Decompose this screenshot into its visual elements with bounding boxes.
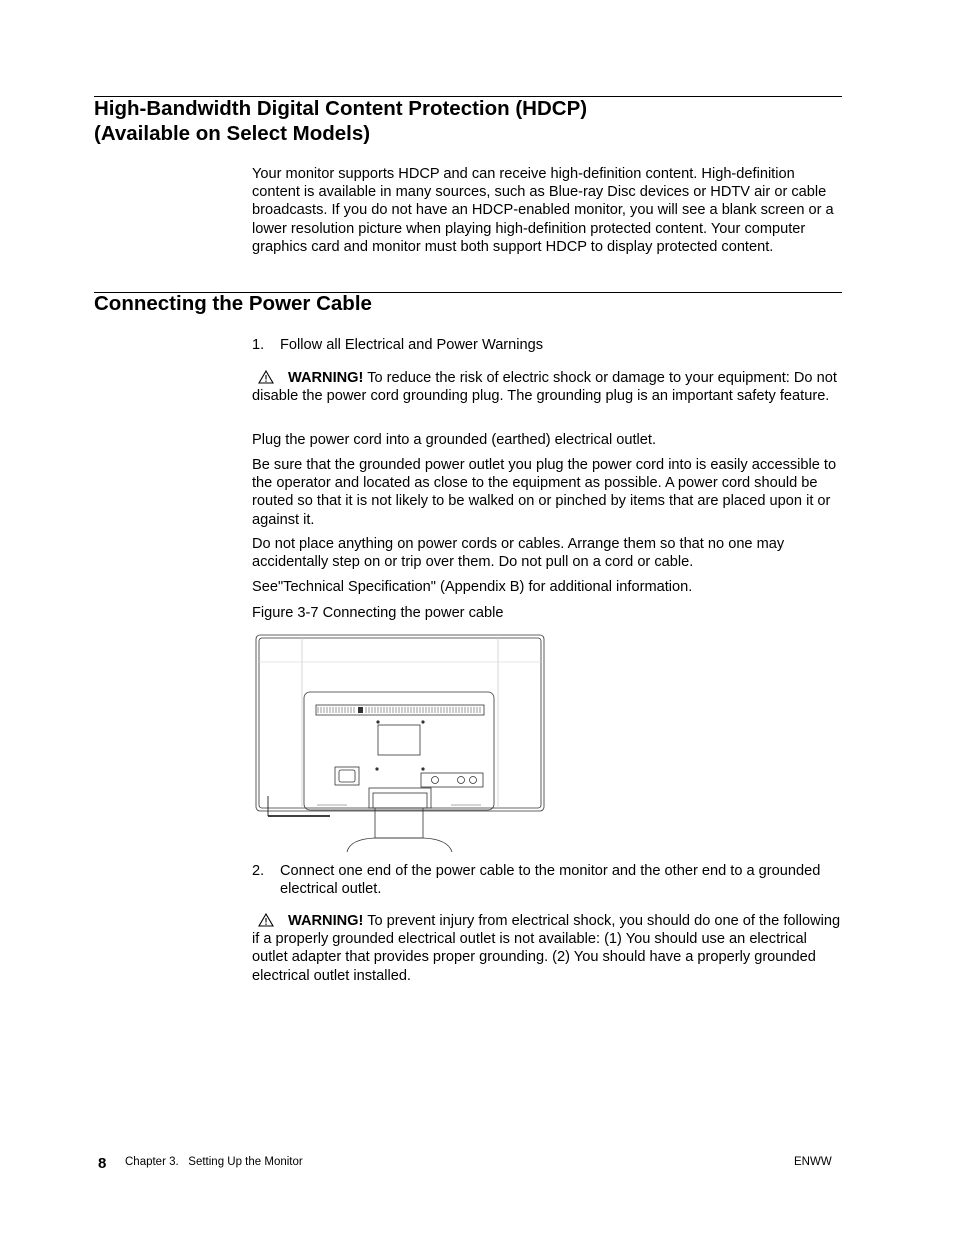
footer-chapter: Chapter 3. Setting Up the Monitor bbox=[125, 1156, 303, 1168]
paragraph-cords: Do not place anything on power cords or cables. Arrange them so that no one may accidentally step on or trip over them. Do not pull on a cord or cable. bbox=[252, 536, 785, 571]
heading-hdcp-line2: (Available on Select Models) bbox=[94, 122, 371, 145]
warning-triangle-icon bbox=[258, 913, 274, 927]
footer-enww: ENWW bbox=[794, 1156, 832, 1168]
warning-1 bbox=[252, 369, 842, 405]
step-2 bbox=[252, 862, 842, 898]
warning-triangle-icon bbox=[258, 370, 274, 384]
heading-hdcp-line1: High-Bandwidth Digital Content Protection (HDCP) bbox=[94, 97, 588, 120]
warning-2 bbox=[252, 912, 842, 985]
paragraph-see-spec: See"Technical Specification" (Appendix B) for additional information. bbox=[252, 579, 693, 595]
warning-2-label: WARNING! bbox=[288, 913, 364, 929]
figure-caption: Figure 3-7 Connecting the power cable bbox=[252, 605, 504, 621]
warning-1-label: WARNING! bbox=[288, 370, 364, 386]
hdcp-paragraph: Your monitor supports HDCP and can receive high-definition content. High-definition content is available in many sources, such as Blue-ray Disc devices or HDTV air or cable broadcasts. If you do not have an HDCP-enabled monitor, you will see a blank screen or a lower resolution picture when playing high-definition protected content. Your computer graphics card and monitor must both support HDCP to display protected content. bbox=[252, 166, 834, 255]
step-2-number: 2. bbox=[252, 863, 265, 879]
warning-2-text: To prevent injury from electrical shock, you should do one of the following if a properly grounded electrical outlet is not available: (1) You should use an electrical outlet adapter that provides proper grounding. (2) You should have a properly grounded electrical outlet installed. bbox=[252, 913, 841, 984]
step-2-text: Connect one end of the power cable to the monitor and the other end to a grounded electrical outlet. bbox=[280, 863, 821, 898]
heading-power-cable: Connecting the Power Cable bbox=[94, 292, 372, 315]
paragraph-plug: Plug the power cord into a grounded (earthed) electrical outlet. bbox=[252, 432, 657, 448]
paragraph-accessible: Be sure that the grounded power outlet you plug the power cord into is easily accessible to the operator and located as close to the equipment as possible. A power cord should be routed so that it is not likely to be walked on or pinched by items that are placed upon it or against it. bbox=[252, 457, 837, 528]
step-1-number: 1. bbox=[252, 337, 265, 353]
warning-1-text: To reduce the risk of electric shock or damage to your equipment: Do not disable the power cord grounding plug. The grounding plug is an important safety feature. bbox=[252, 370, 837, 405]
heading-hdcp bbox=[94, 96, 587, 146]
step-1-text: Follow all Electrical and Power Warnings bbox=[280, 337, 544, 353]
monitor-rear-illustration bbox=[255, 634, 545, 852]
page-number: 8 bbox=[98, 1155, 107, 1172]
step-1 bbox=[252, 336, 842, 354]
